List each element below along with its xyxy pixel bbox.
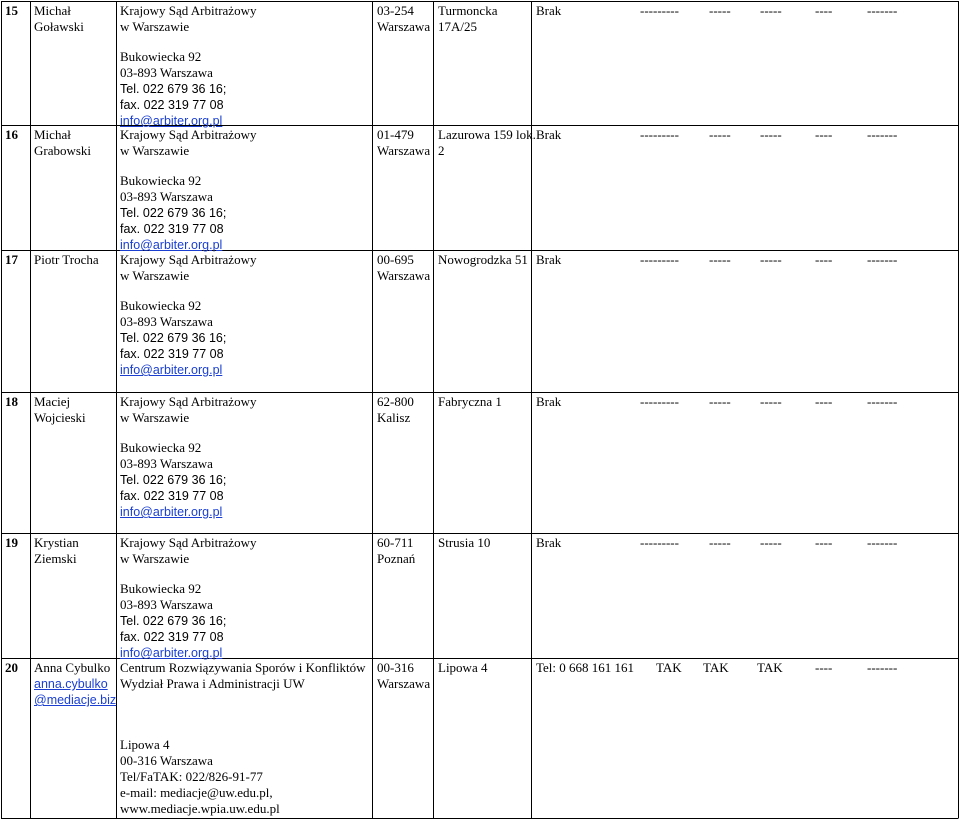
street-address-line: Lazurowa 159 lok. xyxy=(438,127,536,142)
info-cell: Tel: 0 668 161 161 xyxy=(536,660,635,675)
info-cell: Brak xyxy=(536,535,562,550)
court-phone: Tel. 022 679 36 16; xyxy=(120,206,227,220)
court-address: Bukowiecka 92 xyxy=(120,173,202,188)
institution-name-line: Krajowy Sąd Arbitrażowy xyxy=(120,127,257,142)
court-phone: Tel. 022 679 36 16; xyxy=(120,614,227,628)
postal-address-line: 01-479 xyxy=(377,127,414,142)
postal-address-line: 60-711 xyxy=(377,535,414,550)
postal-address-line: 00-695 xyxy=(377,252,414,267)
center-contact-line: e-mail: mediacje@uw.edu.pl, xyxy=(120,785,273,800)
info-cell: ----- xyxy=(760,252,782,267)
person-name-line: Ziemski xyxy=(34,551,77,566)
street-address-line: 17A/25 xyxy=(438,19,477,34)
court-phone: Tel. 022 679 36 16; xyxy=(120,331,227,345)
court-postal-city: 03-893 Warszawa xyxy=(120,65,213,80)
info-cell: ----- xyxy=(760,394,782,409)
info-cell: ----- xyxy=(709,535,731,550)
info-cell: Brak xyxy=(536,252,562,267)
street-address-line: Nowogrodzka 51 xyxy=(438,252,528,267)
row-number: 19 xyxy=(5,535,18,550)
street-address-line: Lipowa 4 xyxy=(438,660,488,675)
info-cell: ------- xyxy=(867,535,898,550)
info-cell: ------- xyxy=(867,660,898,675)
info-cell: ------- xyxy=(867,127,898,142)
postal-address-line: Warszawa xyxy=(377,676,431,691)
info-cell: ---- xyxy=(815,394,833,409)
institution-name-line: Centrum Rozwiązywania Sporów i Konfliktów xyxy=(120,660,366,675)
center-contact-line: 00-316 Warszawa xyxy=(120,753,213,768)
court-email-link[interactable]: info@arbiter.org.pl xyxy=(120,646,223,660)
institution-name-line: w Warszawie xyxy=(120,410,190,425)
court-address: Bukowiecka 92 xyxy=(120,49,202,64)
info-cell: ------- xyxy=(867,252,898,267)
person-name-line: Michał xyxy=(34,3,71,18)
info-cell: Brak xyxy=(536,394,562,409)
institution-name-line: Krajowy Sąd Arbitrażowy xyxy=(120,535,257,550)
info-cell: --------- xyxy=(640,3,679,18)
info-cell: Brak xyxy=(536,3,562,18)
info-cell: ----- xyxy=(760,535,782,550)
person-email-link-line[interactable]: @mediacje.biz xyxy=(34,693,117,707)
court-phone: Tel. 022 679 36 16; xyxy=(120,82,227,96)
postal-address-line: 03-254 xyxy=(377,3,414,18)
center-contact-line: Tel/FaTAK: 022/826-91-77 xyxy=(120,769,263,784)
postal-address-line: Warszawa xyxy=(377,143,431,158)
court-email-link[interactable]: info@arbiter.org.pl xyxy=(120,505,223,519)
info-cell: --------- xyxy=(640,535,679,550)
institution-name-line: Krajowy Sąd Arbitrażowy xyxy=(120,3,257,18)
row-number: 18 xyxy=(5,394,18,409)
person-email-link-line[interactable]: anna.cybulko xyxy=(34,677,108,691)
info-cell: ----- xyxy=(709,394,731,409)
info-cell: ------- xyxy=(867,3,898,18)
court-fax: fax. 022 319 77 08 xyxy=(120,98,224,112)
court-address: Bukowiecka 92 xyxy=(120,298,202,313)
institution-name-line: w Warszawie xyxy=(120,268,190,283)
court-email-link[interactable]: info@arbiter.org.pl xyxy=(120,363,223,377)
institution-name-line: Krajowy Sąd Arbitrażowy xyxy=(120,252,257,267)
court-address: Bukowiecka 92 xyxy=(120,581,202,596)
street-address-line: Strusia 10 xyxy=(438,535,491,550)
court-address: Bukowiecka 92 xyxy=(120,440,202,455)
row-number: 20 xyxy=(5,660,18,675)
postal-address-line: 62-800 xyxy=(377,394,414,409)
court-fax: fax. 022 319 77 08 xyxy=(120,222,224,236)
info-cell: ----- xyxy=(709,127,731,142)
info-cell: ----- xyxy=(760,3,782,18)
postal-address-line: Warszawa xyxy=(377,19,431,34)
institution-name-line: w Warszawie xyxy=(120,143,190,158)
person-name-line: Wojcieski xyxy=(34,410,86,425)
info-cell: ---- xyxy=(815,660,833,675)
court-fax: fax. 022 319 77 08 xyxy=(120,347,224,361)
person-name-line: Maciej xyxy=(34,394,71,409)
info-cell: ---- xyxy=(815,3,833,18)
info-cell: ----- xyxy=(760,127,782,142)
info-cell: TAK xyxy=(757,660,783,675)
court-postal-city: 03-893 Warszawa xyxy=(120,597,213,612)
person-name-line: Piotr Trocha xyxy=(34,252,99,267)
person-name-line: Grabowski xyxy=(34,143,92,158)
info-cell: ----- xyxy=(709,252,731,267)
info-cell: --------- xyxy=(640,394,679,409)
court-postal-city: 03-893 Warszawa xyxy=(120,314,213,329)
center-contact-line: www.mediacje.wpia.uw.edu.pl xyxy=(120,801,280,816)
court-postal-city: 03-893 Warszawa xyxy=(120,456,213,471)
info-cell: ------- xyxy=(867,394,898,409)
info-cell: ---- xyxy=(815,535,833,550)
person-name-line: Krystian xyxy=(34,535,79,550)
info-cell: --------- xyxy=(640,252,679,267)
postal-address-line: Poznań xyxy=(377,551,416,566)
street-address-line: 2 xyxy=(438,143,445,158)
postal-address-line: 00-316 xyxy=(377,660,414,675)
info-cell: ---- xyxy=(815,127,833,142)
court-fax: fax. 022 319 77 08 xyxy=(120,489,224,503)
person-name-line: Anna Cybulko xyxy=(34,660,111,675)
court-postal-city: 03-893 Warszawa xyxy=(120,189,213,204)
info-cell: ---- xyxy=(815,252,833,267)
court-email-link[interactable]: info@arbiter.org.pl xyxy=(120,114,223,128)
row-number: 17 xyxy=(5,252,18,267)
info-cell: TAK xyxy=(656,660,682,675)
row-number: 16 xyxy=(5,127,18,142)
postal-address-line: Kalisz xyxy=(377,410,411,425)
info-cell: ----- xyxy=(709,3,731,18)
institution-name-line: w Warszawie xyxy=(120,551,190,566)
court-fax: fax. 022 319 77 08 xyxy=(120,630,224,644)
person-name-line: Michał xyxy=(34,127,71,142)
institution-name-line: Krajowy Sąd Arbitrażowy xyxy=(120,394,257,409)
court-phone: Tel. 022 679 36 16; xyxy=(120,473,227,487)
person-name-line: Goławski xyxy=(34,19,84,34)
street-address-line: Fabryczna 1 xyxy=(438,394,502,409)
postal-address-line: Warszawa xyxy=(377,268,431,283)
street-address-line: Turmoncka xyxy=(438,3,498,18)
court-email-link[interactable]: info@arbiter.org.pl xyxy=(120,238,223,252)
center-contact-line: Lipowa 4 xyxy=(120,737,170,752)
info-cell: Brak xyxy=(536,127,562,142)
info-cell: TAK xyxy=(703,660,729,675)
institution-name-line: Wydział Prawa i Administracji UW xyxy=(120,676,305,691)
institution-name-line: w Warszawie xyxy=(120,19,190,34)
info-cell: --------- xyxy=(640,127,679,142)
row-number: 15 xyxy=(5,3,18,18)
